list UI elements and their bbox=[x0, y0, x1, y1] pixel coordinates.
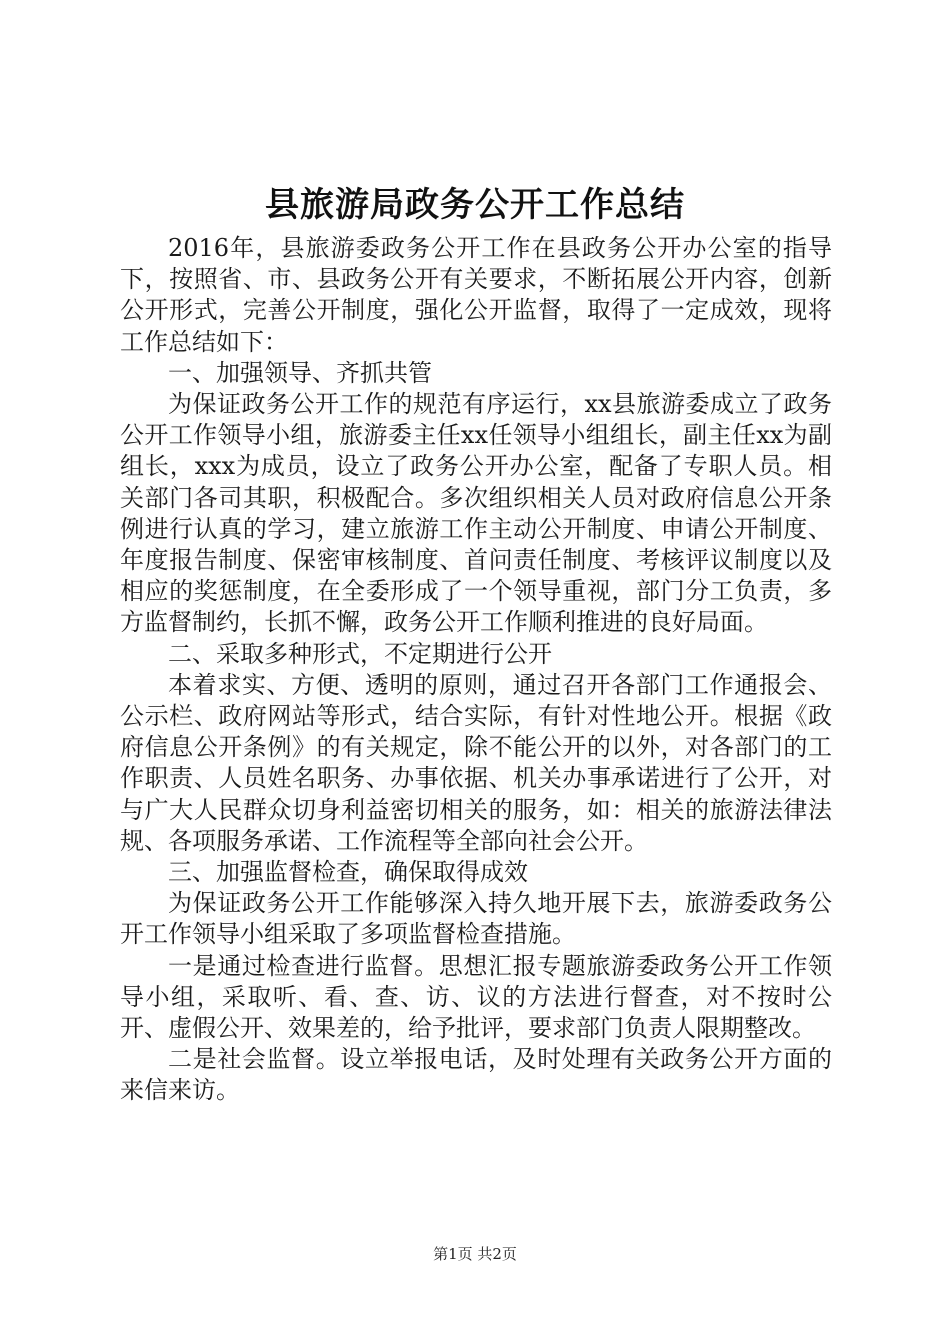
section-3-paragraph: 为保证政务公开工作能够深入持久地开展下去，旅游委政务公开工作领导小组采取了多项监督检查措施。 bbox=[120, 889, 832, 949]
section-2-paragraph: 本着求实、方便、透明的原则，通过召开各部门工作通报会、公示栏、政府网站等形式，结合实际，有针对性地公开。根据《政府信息公开条例》的有关规定，除不能公开的以外，对各部门的工作职责、人员姓名职务、办事依据、机关办事承诺进行了公开，对与广大人民群众切身利益密切相关的服务，如：相关的旅游法律法规、各项服务承诺、工作流程等全部向社会公开。 bbox=[120, 670, 832, 855]
section-1-paragraph: 为保证政务公开工作的规范有序运行，xx县旅游委成立了政务公开工作领导小组，旅游委主任xx任领导小组组长，副主任xx为副组长，xxx为成员，设立了政务公开办公室，配备了专职人员。相关部门各司其职，积极配合。多次组织相关人员对政府信息公开条例进行认真的学习，建立旅游工作主动公开制度、申请公开制度、年度报告制度、保密审核制度、首问责任制度、考核评议制度以及相应的奖惩制度，在全委形成了一个领导重视，部门分工负责，多方监督制约，长抓不懈，政务公开工作顺利推进的良好局面。 bbox=[120, 390, 832, 637]
document-body bbox=[120, 233, 832, 1107]
section-heading-2: 二、采取多种形式，不定期进行公开 bbox=[168, 639, 552, 668]
section-3-point-1: 一是通过检查进行监督。思想汇报专题旅游委政务公开工作领导小组，采取听、看、查、访、议的方法进行督查，对不按时公开、虚假公开、效果差的，给予批评，要求部门负责人限期整改。 bbox=[120, 951, 832, 1043]
intro-paragraph: 2016年，县旅游委政务公开工作在县政务公开办公室的指导下，按照省、市、县政务公开有关要求，不断拓展公开内容，创新公开形式，完善公开制度，强化公开监督，取得了一定成效，现将工作总结如下： bbox=[120, 234, 832, 356]
section-heading-1: 一、加强领导、齐抓共管 bbox=[168, 358, 432, 387]
document-title: 县旅游局政务公开工作总结 bbox=[265, 185, 685, 225]
section-3-point-2: 二是社会监督。设立举报电话，及时处理有关政务公开方面的来信来访。 bbox=[120, 1045, 832, 1105]
page-number-footer: 第1页 共2页 bbox=[433, 1245, 517, 1263]
section-heading-3: 三、加强监督检查，确保取得成效 bbox=[168, 858, 528, 887]
